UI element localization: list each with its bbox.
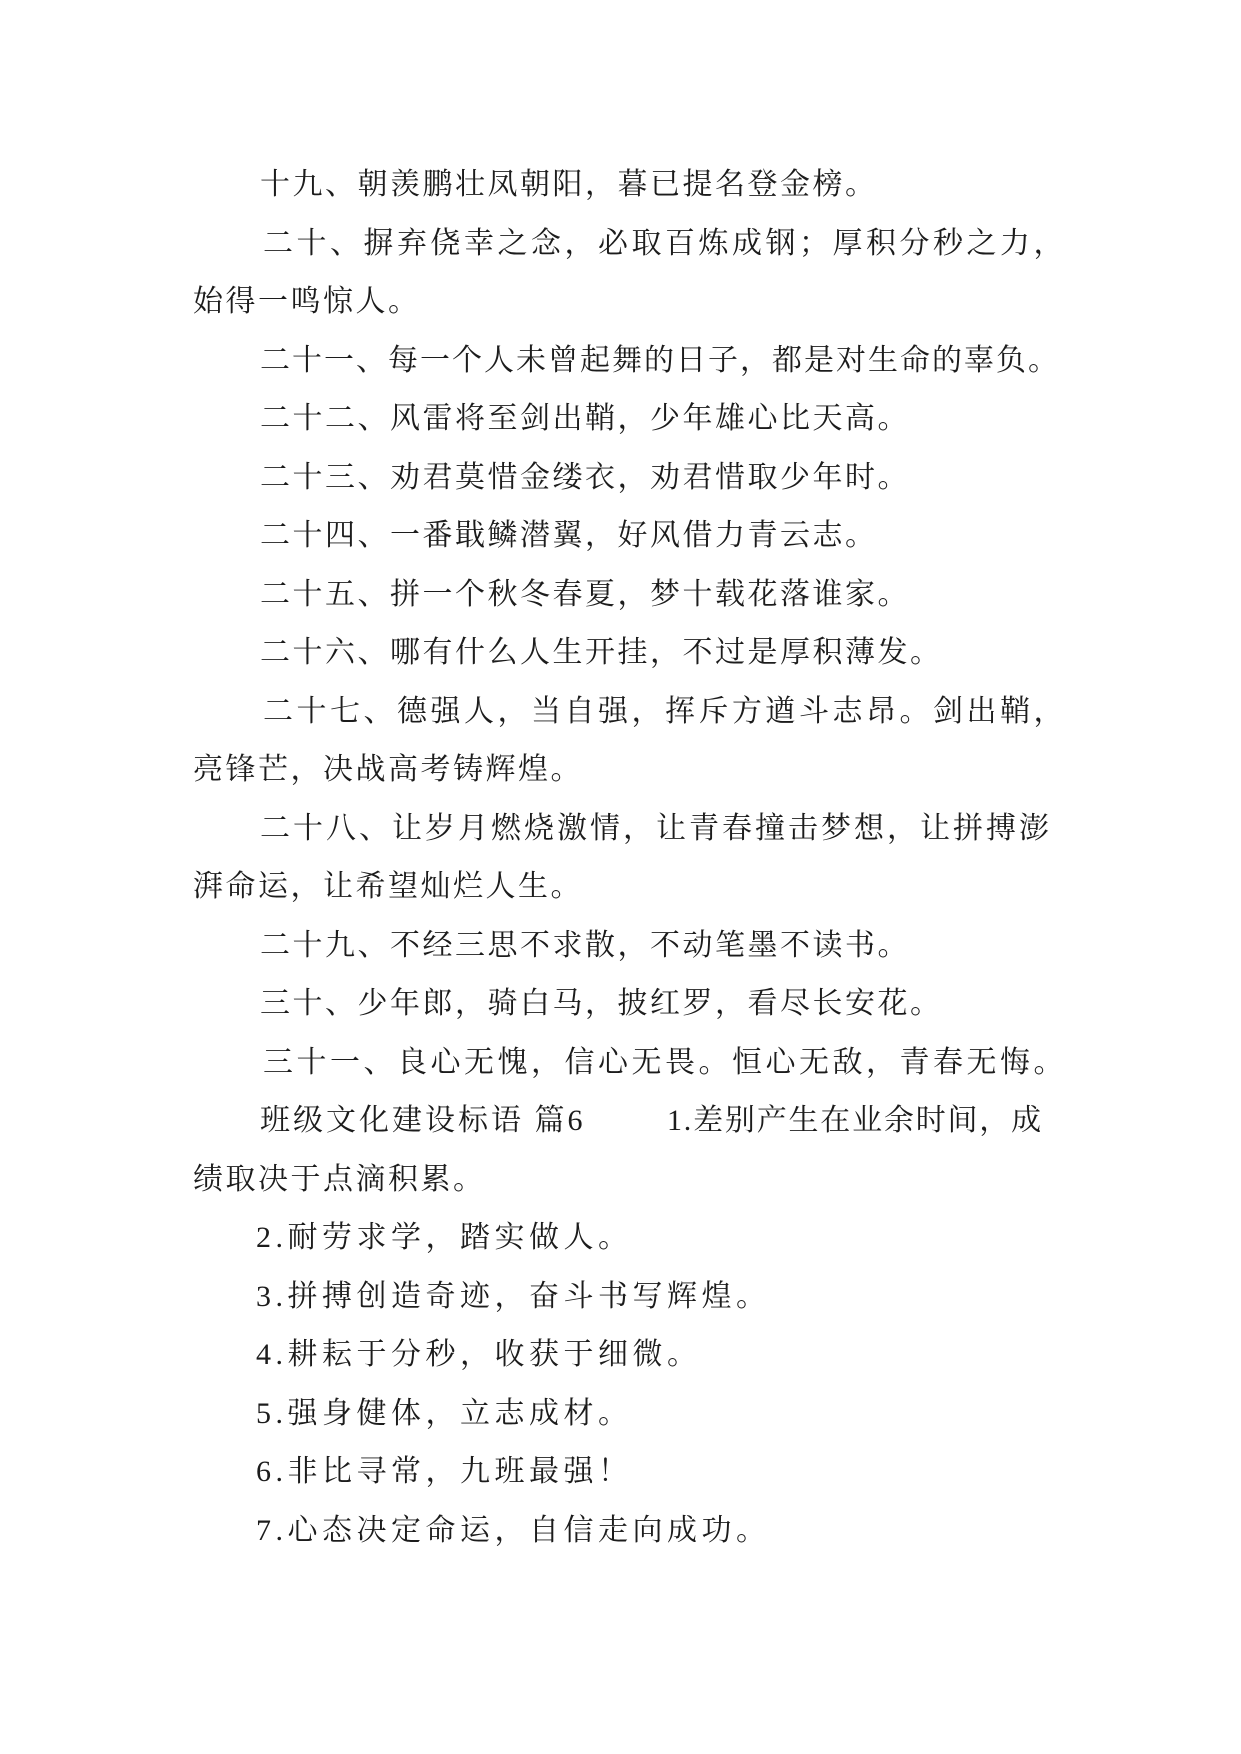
slogan-line: 二十一、每一个人未曾起舞的日子，都是对生命的辜负。 [260, 343, 1060, 377]
slogan-line: 二十三、劝君莫惜金缕衣，劝君惜取少年时。 [260, 460, 910, 494]
slogan-line: 二十四、一番戢鳞潜翼，好风借力青云志。 [260, 519, 878, 552]
slogan-line: 二十二、风雷将至剑出鞘，少年雄心比天高。 [260, 402, 910, 435]
slogan-line: 三十一、良心无愧，信心无畏。恒心无敌，青春无悔。 [263, 1045, 1067, 1079]
slogan-line: 二十七、德强人，当自强，挥斥方遒斗志昂。剑出鞘， [263, 694, 1067, 728]
slogan-line: 二十九、不经三思不求散，不动笔墨不读书。 [260, 928, 910, 962]
numbered-slogan: 3.拼搏创造奇迹，奋斗书写辉煌。 [256, 1279, 771, 1313]
slogan-line-continuation: 绩取决于点滴积累。 [193, 1162, 486, 1196]
slogan-line: 二十五、拼一个秋冬春夏，梦十载花落谁家。 [260, 577, 910, 611]
slogan-line-continuation: 湃命运，让希望灿烂人生。 [193, 870, 583, 903]
slogan-line-continuation: 亮锋芒，决战高考铸辉煌。 [193, 753, 583, 786]
numbered-slogan: 5.强身健体，立志成材。 [256, 1396, 633, 1430]
numbered-slogan: 1.差别产生在业余时间，成 [667, 1104, 1043, 1137]
slogan-line: 二十、摒弃侥幸之念，必取百炼成钢；厚积分秒之力， [263, 226, 1067, 260]
slogan-line-continuation: 始得一鸣惊人。 [193, 285, 421, 318]
section-heading: 班级文化建设标语 篇6 [260, 1104, 586, 1137]
section-heading-line [193, 1092, 1076, 1151]
slogan-line: 二十六、哪有什么人生开挂，不过是厚积薄发。 [260, 636, 943, 669]
slogan-line: 三十、少年郎，骑白马，披红罗，看尽长安花。 [260, 987, 943, 1020]
numbered-slogan: 2.耐劳求学，踏实做人。 [256, 1221, 633, 1254]
slogan-line: 十九、朝羡鹏壮凤朝阳，暮已提名登金榜。 [260, 168, 878, 201]
numbered-slogan: 4.耕耘于分秒，收获于细微。 [256, 1338, 702, 1371]
numbered-slogan: 7.心态决定命运，自信走向成功。 [256, 1513, 771, 1547]
numbered-slogan: 6.非比寻常，九班最强！ [256, 1455, 633, 1488]
document-body [193, 156, 1076, 1560]
slogan-line: 二十八、让岁月燃烧激情，让青春撞击梦想，让拼搏澎 [260, 811, 1052, 845]
